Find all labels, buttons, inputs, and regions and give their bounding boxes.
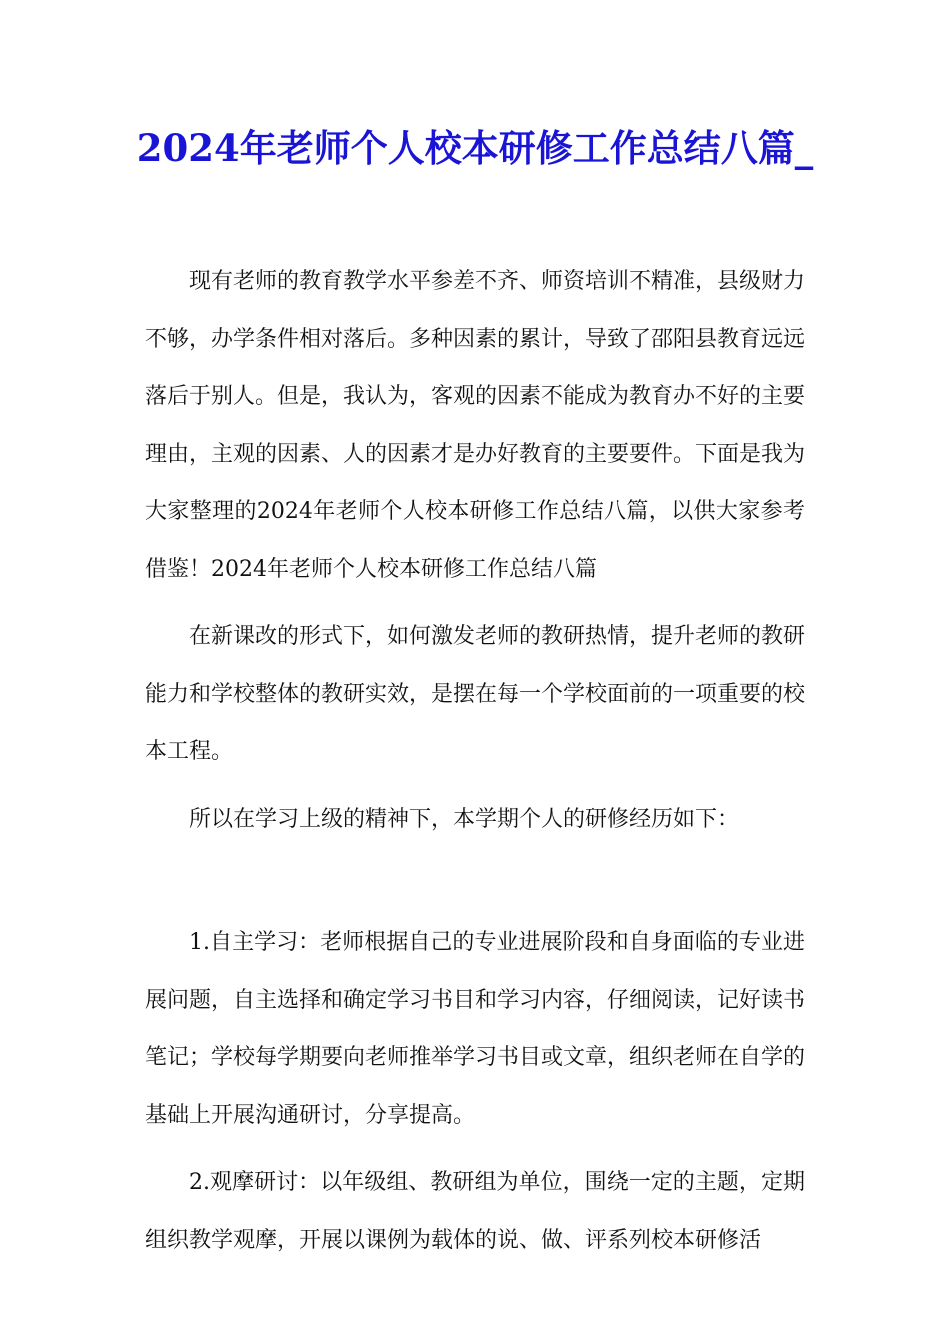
document-body <box>145 253 805 1269</box>
paragraph-intro: 现有老师的教育教学水平参差不齐、师资培训不精准，县级财力不够，办学条件相对落后。多种因素的累计，导致了邵阳县教育远远落后于别人。但是，我认为，客观的因素不能成为教育办不好的主要理由，主观的因素、人的因素才是办好教育的主要要件。下面是我为大家整理的2024年老师个人校本研修工作总结八篇，以供大家参考借鉴！2024年老师个人校本研修工作总结八篇 <box>145 269 806 582</box>
paragraph-item-1: 1.自主学习：老师根据自己的专业进展阶段和自身面临的专业进展问题，自主选择和确定学习书目和学习内容，仔细阅读，记好读书笔记；学校每学期要向老师推举学习书目或文章，组织老师在自学的基础上开展沟通研讨，分享提高。 <box>145 930 806 1128</box>
paragraph-context: 在新课改的形式下，如何激发老师的教研热情，提升老师的教研能力和学校整体的教研实效，是摆在每一个学校面前的一项重要的校本工程。 <box>145 624 806 764</box>
document-title: 2024年老师个人校本研修工作总结八篇_ <box>136 126 814 170</box>
paragraph-item-2: 2.观摩研讨：以年级组、教研组为单位，围绕一定的主题，定期组织教学观摩，开展以课例为载体的说、做、评系列校本研修活 <box>145 1170 805 1253</box>
paragraph-lead-in: 所以在学习上级的精神下，本学期个人的研修经历如下： <box>189 806 740 832</box>
